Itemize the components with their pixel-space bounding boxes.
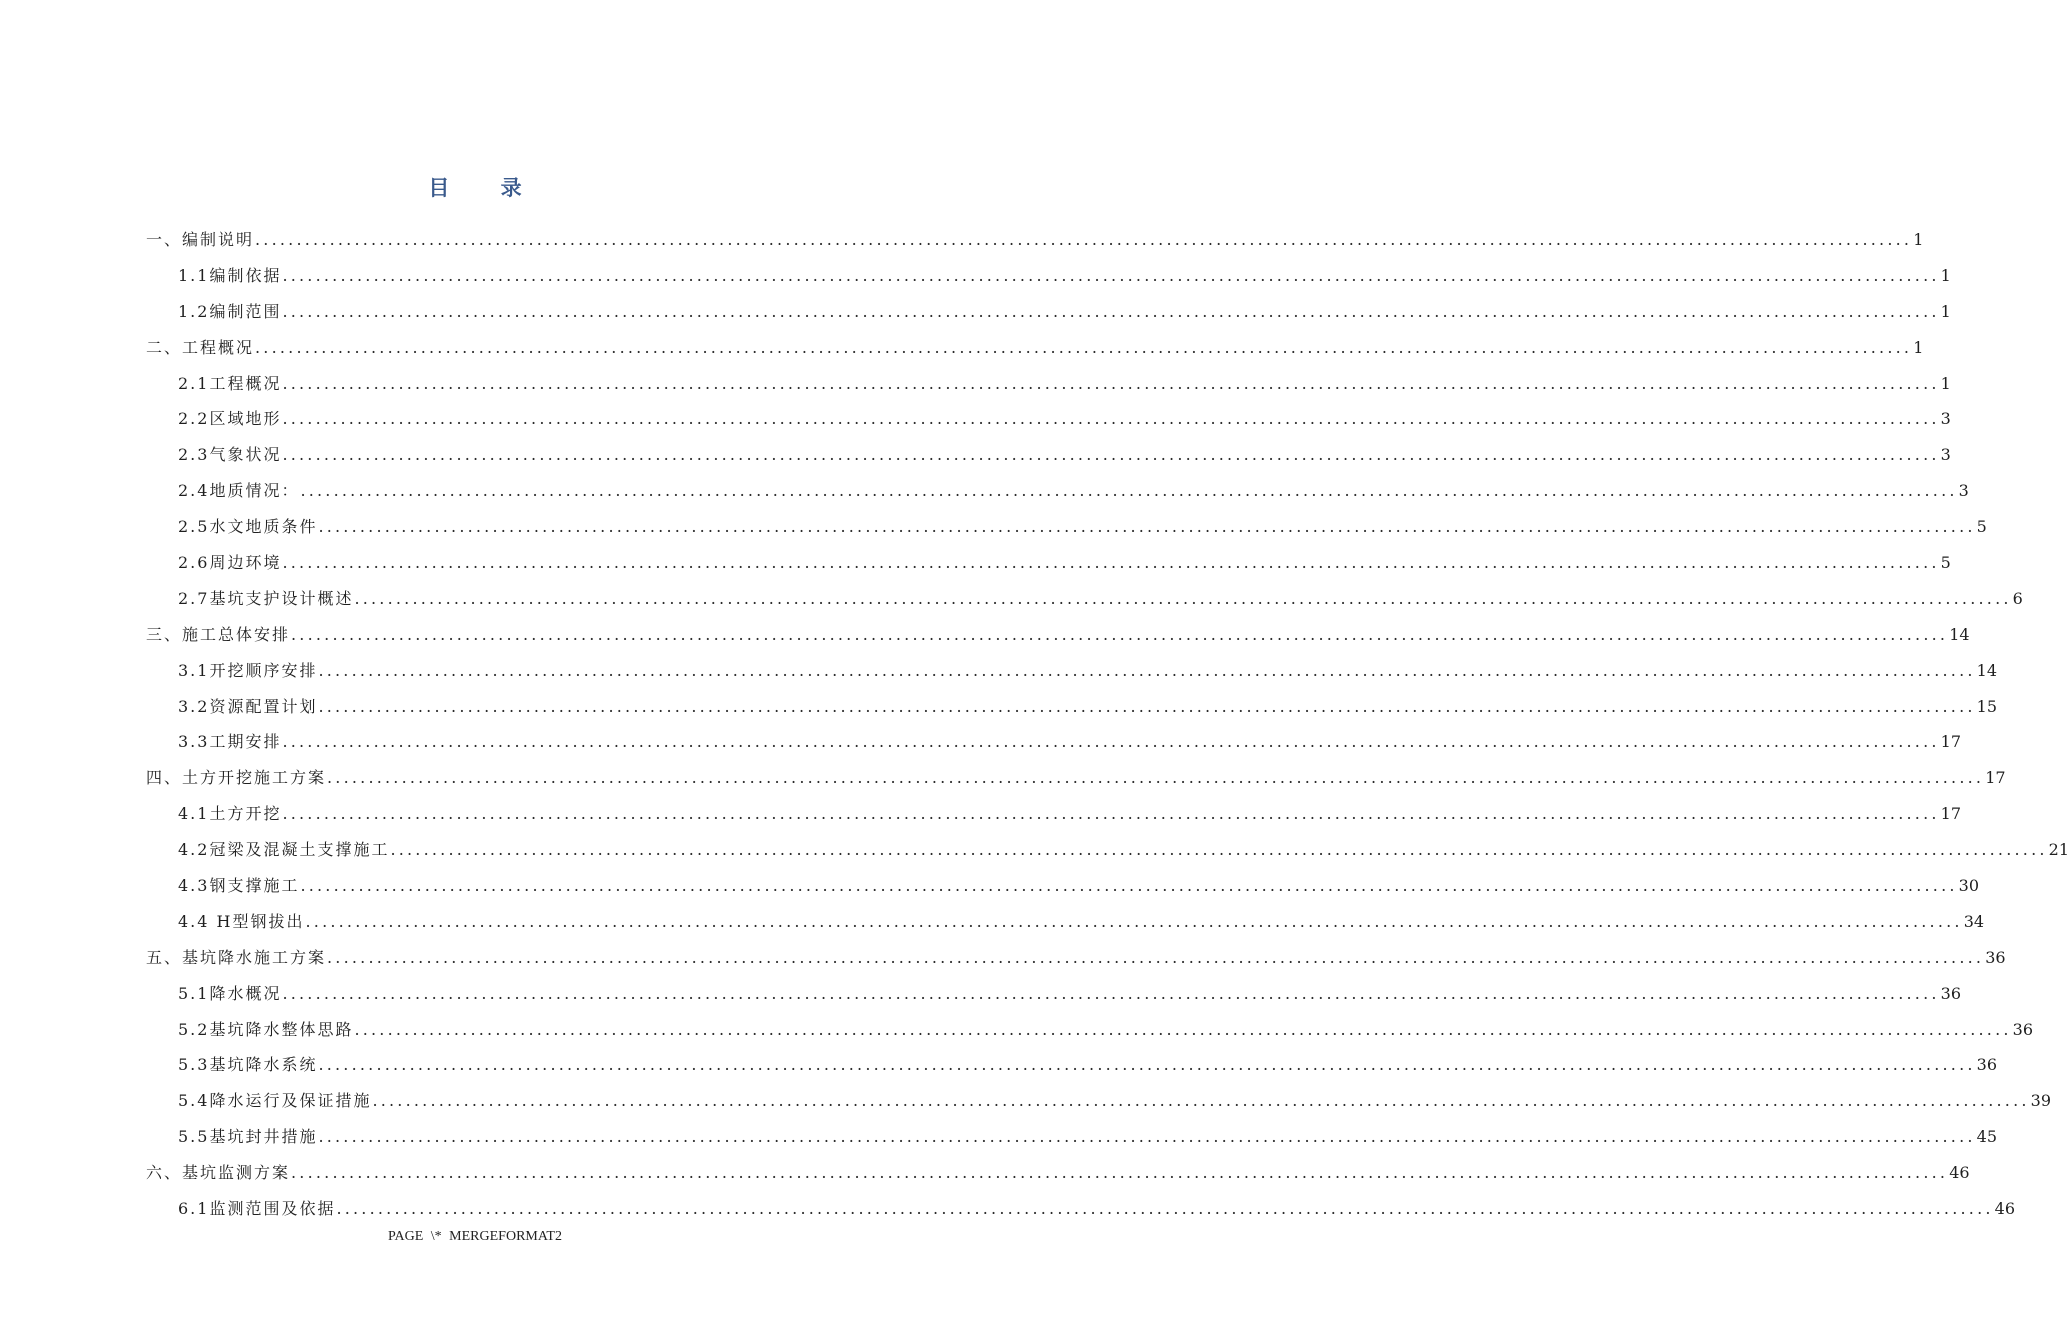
table-of-contents (146, 222, 2069, 1227)
toc-entry-label: 2.6周边环境 (178, 553, 282, 573)
toc-dot-leader: ........................................................................................................................................................................................................ (282, 301, 1940, 321)
toc-entry-label: 6.1监测范围及依据 (178, 1199, 336, 1219)
toc-entry-page-number: 1 (1913, 337, 1924, 357)
toc-dot-leader: ........................................................................................................................................................................................................ (282, 265, 1940, 285)
toc-entry-page-number: 36 (1940, 983, 1961, 1003)
toc-entry[interactable] (146, 724, 1961, 760)
toc-dot-leader: ........................................................................................................................................................................................................ (255, 337, 1913, 357)
toc-entry-page-number: 1 (1940, 373, 1951, 393)
toc-entry[interactable] (146, 366, 1951, 402)
toc-entry[interactable] (146, 868, 1979, 904)
toc-entry[interactable] (146, 222, 1924, 258)
toc-entry-label: 5.1降水概况 (178, 983, 282, 1003)
toc-entry-label: 二、工程概况 (146, 337, 255, 357)
toc-entry-page-number: 14 (1949, 624, 1970, 644)
toc-dot-leader: ........................................................................................................................................................................................................ (354, 1019, 2012, 1039)
toc-entry-page-number: 39 (2030, 1091, 2051, 1111)
toc-entry[interactable] (146, 581, 2023, 617)
toc-entry[interactable] (146, 1047, 1997, 1083)
toc-entry-label: 5.4降水运行及保证措施 (178, 1091, 372, 1111)
toc-dot-leader: ........................................................................................................................................................................................................ (282, 732, 1940, 752)
toc-entry-label: 2.2区域地形 (178, 409, 282, 429)
toc-entry-page-number: 5 (1940, 553, 1951, 573)
toc-entry[interactable] (146, 437, 1951, 473)
toc-dot-leader: ........................................................................................................................................................................................................ (390, 840, 2048, 860)
toc-entry-page-number: 17 (1985, 768, 2006, 788)
toc-dot-leader: ........................................................................................................................................................................................................ (318, 1127, 1976, 1147)
toc-dot-leader: ........................................................................................................................................................................................................ (318, 660, 1976, 680)
toc-entry-label: 3.2资源配置计划 (178, 696, 318, 716)
toc-dot-leader: ........................................................................................................................................................................................................ (300, 876, 1958, 896)
toc-entry[interactable] (146, 976, 1961, 1012)
toc-entry-label: 5.2基坑降水整体思路 (178, 1019, 354, 1039)
toc-entry-page-number: 17 (1940, 732, 1961, 752)
toc-dot-leader: ........................................................................................................................................................................................................ (282, 553, 1940, 573)
toc-dot-leader: ........................................................................................................................................................................................................ (336, 1199, 1994, 1219)
toc-dot-leader: ........................................................................................................................................................................................................ (282, 804, 1940, 824)
toc-dot-leader: ........................................................................................................................................................................................................ (291, 1163, 1949, 1183)
toc-entry-page-number: 21 (2048, 840, 2069, 860)
toc-entry[interactable] (146, 796, 1961, 832)
page-footer: PAGE \* MERGEFORMAT2 (388, 1229, 562, 1244)
toc-entry[interactable] (146, 1191, 2015, 1227)
toc-dot-leader: ........................................................................................................................................................................................................ (318, 696, 1976, 716)
toc-dot-leader: ........................................................................................................................................................................................................ (291, 624, 1949, 644)
toc-entry-label: 五、基坑降水施工方案 (146, 947, 327, 967)
toc-entry-label: 1.2编制范围 (178, 301, 282, 321)
toc-entry-page-number: 1 (1940, 265, 1951, 285)
toc-entry[interactable] (146, 1119, 1997, 1155)
toc-entry-page-number: 1 (1913, 230, 1924, 249)
toc-entry-label: 2.5水文地质条件 (178, 517, 318, 537)
toc-entry-label: 4.1土方开挖 (178, 804, 282, 824)
toc-entry[interactable] (146, 509, 1987, 545)
toc-dot-leader: ........................................................................................................................................................................................................ (372, 1091, 2030, 1111)
toc-entry[interactable] (146, 1155, 1970, 1191)
toc-dot-leader: ........................................................................................................................................................................................................ (327, 947, 1985, 967)
page-title: 目 录 (428, 175, 544, 200)
toc-entry-page-number: 1 (1940, 301, 1951, 321)
toc-entry[interactable] (146, 617, 1970, 653)
toc-entry[interactable] (146, 258, 1951, 294)
toc-entry[interactable] (146, 689, 1997, 725)
toc-entry[interactable] (146, 904, 1985, 940)
toc-entry-label: 1.1编制依据 (178, 265, 282, 285)
toc-entry-label: 六、基坑监测方案 (146, 1163, 291, 1183)
toc-entry-label: 2.4地质情况： (178, 481, 300, 501)
toc-entry-label: 4.3钢支撑施工 (178, 876, 300, 896)
toc-entry-label: 5.3基坑降水系统 (178, 1055, 318, 1075)
toc-entry[interactable] (146, 653, 1997, 689)
toc-entry-page-number: 34 (1963, 911, 1985, 931)
toc-dot-leader: ........................................................................................................................................................................................................ (282, 409, 1940, 429)
toc-entry-page-number: 46 (1994, 1199, 2015, 1219)
toc-entry-page-number: 36 (2012, 1019, 2033, 1039)
toc-entry-label: 4.4 H型钢拔出 (178, 911, 305, 931)
toc-entry-label: 5.5基坑封井措施 (178, 1127, 318, 1147)
toc-entry[interactable] (146, 832, 2069, 868)
toc-entry-label: 一、编制说明 (146, 230, 255, 249)
toc-dot-leader: ........................................................................................................................................................................................................ (255, 230, 1913, 249)
toc-entry[interactable] (146, 940, 2006, 976)
toc-entry-page-number: 14 (1976, 660, 1997, 680)
toc-entry[interactable] (146, 760, 2006, 796)
toc-entry-label: 4.2冠梁及混凝土支撑施工 (178, 840, 390, 860)
toc-dot-leader: ........................................................................................................................................................................................................ (318, 1055, 1976, 1075)
toc-dot-leader: ........................................................................................................................................................................................................ (354, 588, 2012, 608)
toc-entry-page-number: 30 (1958, 876, 1979, 896)
toc-dot-leader: ........................................................................................................................................................................................................ (305, 911, 1963, 931)
toc-entry-page-number: 3 (1940, 409, 1951, 429)
toc-entry-label: 四、土方开挖施工方案 (146, 768, 327, 788)
toc-entry-page-number: 3 (1940, 445, 1951, 465)
toc-entry[interactable] (146, 330, 1924, 366)
toc-entry[interactable] (146, 294, 1951, 330)
toc-entry-page-number: 17 (1940, 804, 1961, 824)
toc-entry[interactable] (146, 473, 1969, 509)
toc-dot-leader: ........................................................................................................................................................................................................ (282, 445, 1940, 465)
toc-dot-leader: ........................................................................................................................................................................................................ (282, 983, 1940, 1003)
toc-entry-page-number: 6 (2012, 588, 2023, 608)
toc-entry[interactable] (146, 1083, 2051, 1119)
toc-entry[interactable] (146, 545, 1951, 581)
toc-entry-label: 3.3工期安排 (178, 732, 282, 752)
toc-dot-leader: ........................................................................................................................................................................................................ (300, 481, 1958, 501)
toc-dot-leader: ........................................................................................................................................................................................................ (318, 517, 1976, 537)
toc-entry-label: 3.1开挖顺序安排 (178, 660, 318, 680)
toc-dot-leader: ........................................................................................................................................................................................................ (282, 373, 1940, 393)
toc-entry-page-number: 36 (1976, 1055, 1997, 1075)
toc-entry[interactable] (146, 401, 1951, 437)
toc-entry-page-number: 5 (1976, 517, 1987, 537)
toc-entry-page-number: 45 (1976, 1127, 1997, 1147)
toc-entry-label: 2.3气象状况 (178, 445, 282, 465)
toc-entry-label: 2.1工程概况 (178, 373, 282, 393)
toc-entry-page-number: 15 (1976, 696, 1997, 716)
toc-entry-label: 三、施工总体安排 (146, 624, 291, 644)
toc-entry-label: 2.7基坑支护设计概述 (178, 588, 354, 608)
toc-dot-leader: ........................................................................................................................................................................................................ (327, 768, 1985, 788)
toc-entry-page-number: 3 (1958, 481, 1969, 501)
toc-entry-page-number: 46 (1949, 1163, 1970, 1183)
toc-entry-page-number: 36 (1985, 947, 2006, 967)
toc-entry[interactable] (146, 1012, 2033, 1048)
